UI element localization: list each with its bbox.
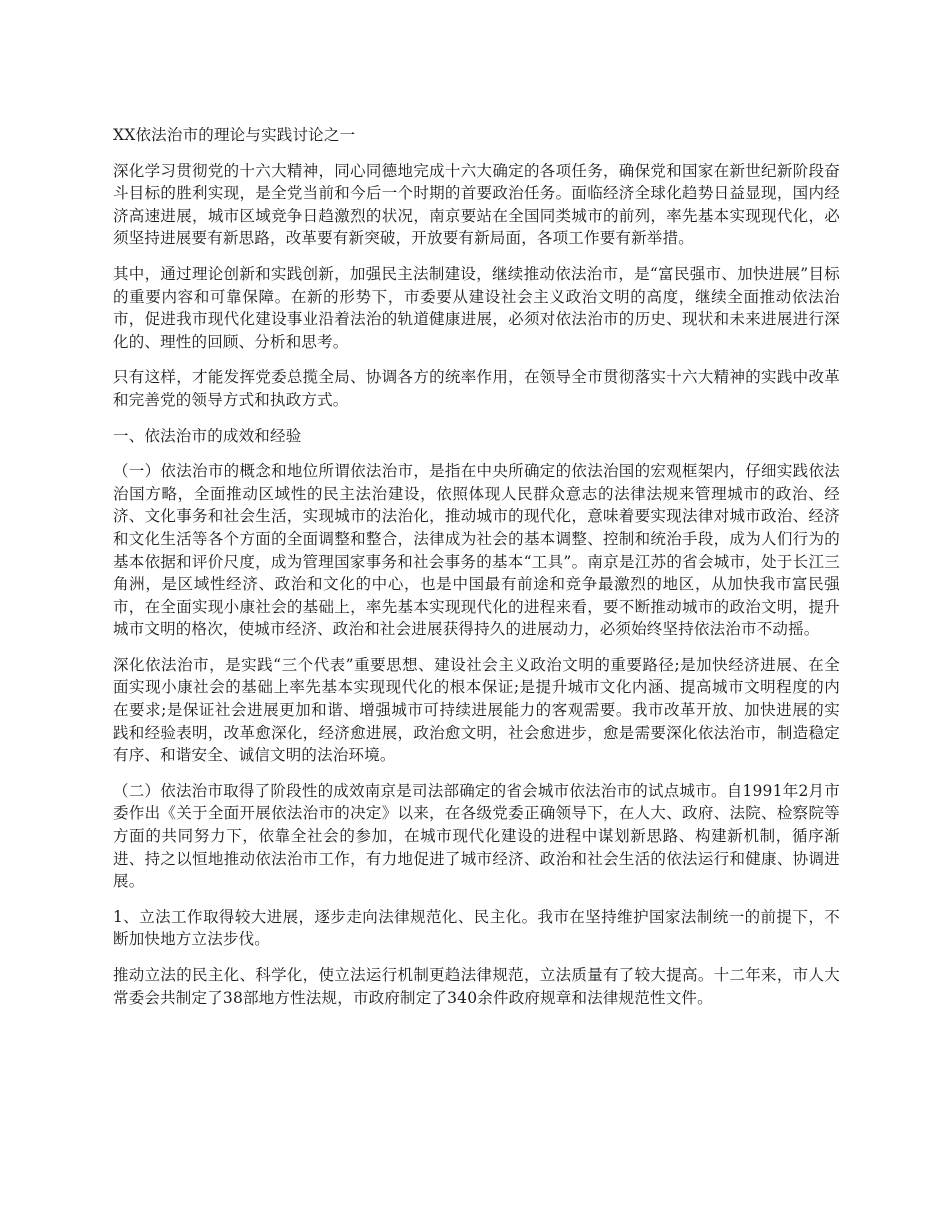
paragraph-legislation: 1、立法工作取得较大进展，逐步走向法律规范化、民主化。我市在坚持维护国家法制统一的前提下，不断加快地方立法步伐。: [113, 907, 840, 949]
paragraph-concept: （一）依法治市的概念和地位所谓依法治市，是指在中央所确定的依法治国的宏观框架内，仔细实践依法治国方略，全面推动区域性的民主法治建设，依照体现人民群众意志的法律法规来管理城市的政治、经济、文化事务和社会生活，实现城市的法治化，推动城市的现代化，意味着要实现法律对城市政治、经济和文化生活等各个方面的全面调整和整合，法律成为社会的基本调整、控制和统治手段，成为人们行为的基本依据和评价尺度，成为管理国家事务和社会事务的基本“工具”。南京是江苏的省会城市，处于长江三角洲，是区域性经济、政治和文化的中心，也是中国最有前途和竞争最激烈的地区，从加快我市富民强市，在全面实现小康社会的基础上，率先基本实现现代化的进程来看，要不断推动城市的政治文明，提升城市文明的格次，使城市经济、政治和社会进展获得持久的进展动力，必须始终坚持依法治市不动摇。: [113, 462, 840, 639]
paragraph-legislation-detail: 推动立法的民主化、科学化，使立法运行机制更趋法律规范，立法质量有了较大提高。十二年来，市人大常委会共制定了38部地方性法规，市政府制定了340余件政府规章和法律规范性文件。: [113, 966, 840, 1007]
paragraph-leadership: 只有这样，才能发挥党委总揽全局、协调各方的统率作用，在领导全市贯彻落实十六大精神的实践中改革和完善党的领导方式和执政方式。: [113, 368, 840, 409]
document-title: XX依法治市的理论与实践讨论之一: [113, 126, 356, 144]
paragraph-intro: 深化学习贯彻党的十六大精神，同心同德地完成十六大确定的各项任务，确保党和国家在新世纪新阶段奋斗目标的胜利实现，是全党当前和今后一个时期的首要政治任务。面临经济全球化趋势日益显现，国内经济高速进展，城市区域竞争日趋激烈的状况，南京要站在全国同类城市的前列，率先基本实现现代化，必须坚持进展要有新思路，改革要有新突破，开放要有新局面，各项工作要有新举措。: [113, 161, 840, 248]
paragraph-results: （二）依法治市取得了阶段性的成效南京是司法部确定的省会城市依法治市的试点城市。自1991年2月市委作出《关于全面开展依法治市的决定》以来，在各级党委正确领导下，在人大、政府、法院、检察院等方面的共同努力下，依靠全社会的参加，在城市现代化建设的进程中谋划新思路、构建新机制，循序渐进、持之以恒地推动依法治市工作，有力地促进了城市经济、政治和社会生活的依法运行和健康、协调进展。: [113, 781, 840, 891]
section-heading-achievements: 一、依法治市的成效和经验: [113, 426, 302, 445]
document-page: [113, 124, 840, 1022]
paragraph-innovation: 其中，通过理论创新和实践创新，加强民主法制建设，继续推动依法治市，是“富民强市、加快进展”目标的重要内容和可靠保障。在新的形势下，市委要从建设社会主义政治文明的高度，继续全面推动依法治市，促进我市现代化建设事业沿着法治的轨道健康进展，必须对依法治市的历史、现状和未来进展进行深化的、理性的回顾、分析和思考。: [113, 264, 840, 351]
paragraph-deepening: 深化依法治市，是实践“三个代表”重要思想、建设社会主义政治文明的重要路径;是加快经济进展、在全面实现小康社会的基础上率先基本实现现代化的根本保证;是提升城市文化内涵、提高城市文明程度的内在要求;是保证社会进展更加和谐、增强城市可持续进展能力的客观需要。我市改革开放、加快进展的实践和经验表明，改革愈深化，经济愈进展，政治愈文明，社会愈进步，愈是需要深化依法治市，制造稳定有序、和谐安全、诚信文明的法治环境。: [113, 655, 840, 765]
